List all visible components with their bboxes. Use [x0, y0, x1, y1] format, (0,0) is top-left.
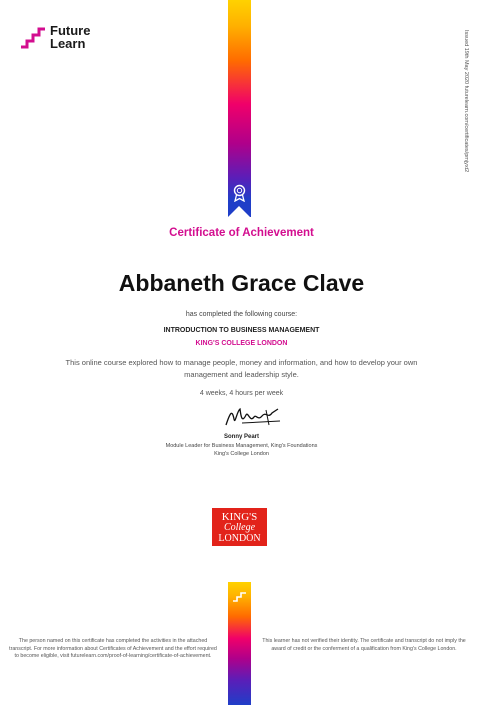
signature-image — [222, 405, 282, 431]
kcl-logo-line-3: LONDON — [218, 533, 261, 544]
course-duration: 4 weeks, 4 hours per week — [199, 390, 284, 397]
signatory-institution: King's College London — [214, 451, 269, 457]
completed-text: has completed the following course: — [185, 311, 298, 318]
footer-left-note: The person named on this certificate has completed the activities in the attached transcript. For more information about Certificates of Achievement and the effort required to become eligible, visit futurelearn.com/proof-of-learning/certificate-of-achievement. — [9, 638, 217, 659]
brand-wordmark — [50, 24, 90, 50]
stairs-logo-icon — [20, 25, 46, 49]
ribbon-notch — [228, 206, 250, 217]
kcl-logo-line-1: KING'S — [221, 511, 258, 523]
futurelearn-logo — [20, 24, 90, 50]
signatory-role: Module Leader for Business Management, King's Foundations — [165, 443, 318, 449]
stairs-small-icon — [232, 589, 247, 603]
certificate-title: Certificate of Achievement — [169, 227, 314, 239]
footer-right-note: This learner has not verified their identity. The certificate and transcript do not imply the award of credit or the conferment of a qualification from King's College London. — [262, 638, 466, 652]
course-organisation: KING'S COLLEGE LONDON — [195, 340, 288, 347]
issued-info — [461, 30, 471, 210]
course-title: INTRODUCTION TO BUSINESS MANAGEMENT — [163, 327, 320, 334]
kcl-logo-line-2: College — [223, 522, 256, 533]
brand-line-2: Learn — [50, 36, 86, 51]
issued-text: Issued 19th May 2020 futurelearn.com/certificates/pmjyxt2 — [463, 30, 469, 173]
course-description: This online course explored how to manage people, money and information, and how to develop your own management and leadership style. — [65, 358, 418, 379]
award-badge-icon — [232, 184, 247, 202]
kings-college-logo — [212, 508, 267, 546]
recipient-name: Abbaneth Grace Clave — [118, 270, 365, 296]
signatory-name: Sonny Peart — [223, 434, 259, 440]
brand-line-1: Future — [50, 23, 91, 38]
